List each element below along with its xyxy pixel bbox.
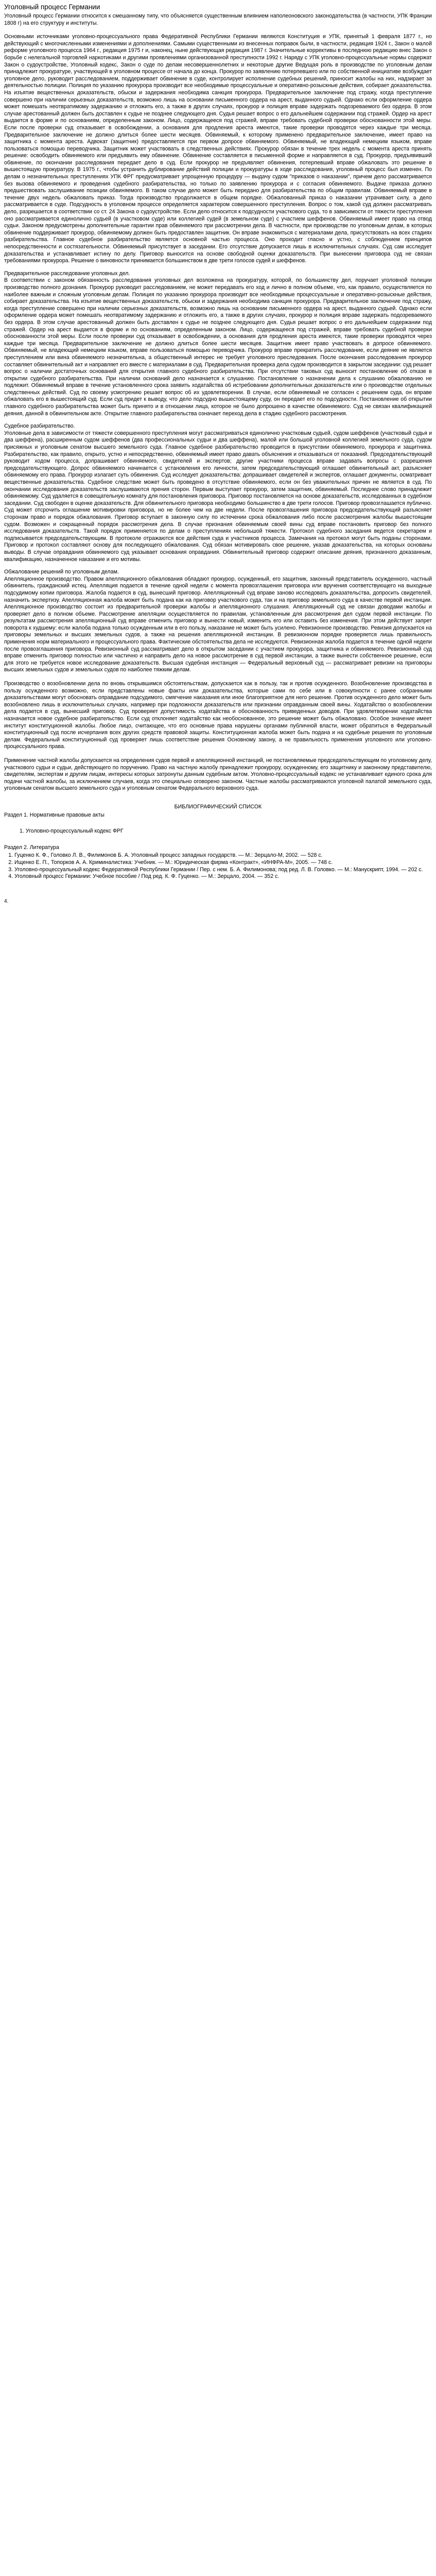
paragraph-investigation: В соответствии с законом обязанность расследования уголовных дел возложена на прокуратуру, которой, по большинству дел, поручает уголовной полиции производство полного дознания. Прокурор руководит расследованием, не может передавать его ход и лично в полном объеме, что, как правило, осуществляется по наиболее важным и сложным уголовным делам. Полиция по указанию прокурора производит все необходимые процессуальные и оперативно-розыскные действия, собирает доказательства. На изъятие вещественных доказательств, обыски и задержания необходима санкция прокурора. Предварительное заключение под стражу, когда преступление совершено при наличии серьезных доказательств, возможно лишь на основании письменного ордера на арест, выданного судьей. Однако если оформление ордера может помешать неотвратимому задержанию и отложить его, а также в других случаях, прокурор и полиция вправе задержать подозреваемого без ордера. В этом случае арестованный должен быть доставлен к судье не позднее следующего дня. Судья решает вопрос о его дальнейшем содержании под стражей. Ордер на арест выдается в форме и по основаниям, определенным законом. Лицо, содержащееся под стражей, вправе требовать судебной проверки обоснованности этой меры. Если после проверки суд отказывает в освобождении, а основания для продления ареста имеются, такие проверки проводятся через каждые три месяца. Предварительное заключение не должно длиться более шести месяцев. Защитник имеет право участвовать в допросе обвиняемого. Обвиняемый, не владеющий немецким языком, вправе пользоваться помощью переводчика. Прокурор вправе прекратить расследование, если деяние не является преступлением или вина обвиняемого незначительна, а общественный интерес не требует уголовного преследования. После окончания расследования прокурор составляет обвинительный акт и направляет его вместе с материалами в суд. Предварительная проверка дела судом производится в закрытом заседании: суд решает вопрос о наличии достаточных оснований для открытия главного судебного разбирательства. При отсутствии таковых суд выносит постановление об отказе в открытии судебного разбирательства. При наличии оснований дело назначается к слушанию. Постановление о назначении дела к слушанию обжалованию не подлежит. Обвиняемый вправе в течение установленного срока заявить ходатайства об истребовании дополнительных доказательств или о производстве отдельных следственных действий. Суд по своему усмотрению решает вопрос об их удовлетворении. В случае, если обвиняемый не согласен с решением суда, он вправе обжаловать его в вышестоящий суд. Если суд придет к выводу, что дело подсудно вышестоящему суду, он передает его по подсудности. Постановление об открытии главного судебного разбирательства может быть принято и в отношении лица, которое не было допрошено в качестве обвиняемого. Суд не связан квалификацией деяния, данной в обвинительном акте. Открытие главного разбирательства означает переход дела в стадию судебного рассмотрения.: [4, 277, 432, 417]
paragraph-reopening: Производство о возобновлении дела по вновь открывшимся обстоятельствам, допускается как в пользу, так и против осужденного. Возобновление производства в пользу осужденного возможно, если представлены новые факты или доказательства, которые сами по себе или в совокупности с ранее собранными доказательствами могут обосновать оправдание подсудимого, смягчение наказания или иное благоприятное для него решение. Против осужденного дело может быть возобновлено лишь в исключительных случаях, например при подложности доказательств или признании оправданным своей вины. Ходатайство о возобновлении дела подается в суд, вынесший приговор. Суд проверяет допустимость ходатайства и обоснованность приведенных доводов. При удовлетворении ходатайства назначается новое судебное разбирательство. Если суд отклоняет ходатайство как необоснованное, это решение может быть обжаловано. Особое значение имеет институт конституционной жалобы. Любое лицо, считающее, что его основные права нарушены органами публичной власти, может обратиться в Федеральный конституционный суд после исчерпания всех других средств правовой защиты. Конституционная жалоба может быть подана и на судебные решения по уголовным делам. Федеральный конституционный суд проверяет лишь соответствие решения Основному закону, а не правильность применения уголовного или уголовно-процессуального права.: [4, 681, 432, 750]
section-heading-investigation: Предварительное расследование уголовных дел.: [4, 270, 130, 277]
paragraph-intro: Уголовный процесс Германии относится к смешанному типу, что объясняется существенным влиянием наполеоновского законодательства (в частности, УПК Франции 1808 г) на его структуру и институты.: [4, 13, 432, 26]
reference-item: 1. Гуценко К. Ф., Головко Л. В., Филимонов Б. А. Уголовный процесс западных государств. — М.: Зерцало-М, 2002. — 528 с.: [14, 852, 432, 859]
bibliography-section-1-label: Раздел 1. Нормативные правовые акты: [4, 811, 104, 818]
section-heading-appeal: Обжалование решений по уголовным делам.: [4, 569, 119, 575]
paragraph-private-complaint: Применение частной жалобы допускается на определения судов первой и апелляционной инстанций, не постановляемые председательствующим по уголовному делу, участкового судьи и судьи, действующего по поручению. Право на частную жалобу принадлежит прокурору, осужденному, его защитнику и законному представителю, свидетелям, экспертам и другим лицам, интересы которых затронуты данным судебным актом. Уголовно-процессуальный кодекс не устанавливает единого срока для подачи частной жалобы, за исключением случаев, когда это специально оговорено законом. Частные жалобы рассматриваются уголовной палатой земельного суда, уголовным сенатом высшего земельного суда и уголовным сенатом Федерального верховного суда.: [4, 757, 432, 792]
page-number: 4.: [4, 898, 9, 904]
reference-list: [4, 852, 432, 880]
paragraph-sources: Основными источниками уголовно-процессуального права Федеративной Республики Германии являются Конституция и УПК, принятый 1 февраля 1877 г., но действующий с многочисленными изменениями и дополнениями. Самыми существенными из внесенных поправок были, в частности, редакция 1924 г., Закон о малой реформе уголовного процесса 1964 г., редакция 1975 г и, наконец, ныне действующая редакция 1987 г. Значительные коррективы в последнюю редакцию внес Закон о борьбе с нелегальной торговлей наркотиками и другими проявлениями организованной преступности 1992 г. Наряду с УПК уголовно-процессуальные нормы содержат Закон о судоустройстве, Уголовный кодекс, Закон о суде по делам несовершеннолетних и некоторые другие Ведущая роль в производстве по уголовным делам принадлежит прокуратуре, участвующей в уголовном процессе от начала до конца. Прокурор по заявлению потерпевшего или по собственной инициативе возбуждает уголовное дело, руководит расследованием, поддерживает обвинение в суде, контролирует исполнение судебных решений, приносит жалобы на них, надзирает за деятельностью полиции. Полиция по указанию прокурора производит все необходимые процессуальные и оперативно-розыскные действия, собирает доказательства. На изъятие вещественных доказательств, обыски и задержания необходима санкция прокурора. Предварительное заключение под стражу, когда преступление совершено при наличии серьезных доказательств, возможно лишь на основании письменного ордера на арест, выданного судьей. Однако если оформление ордера может помешать неотвратимому задержанию и отложить его, а также в других случаях, прокурор и полиция вправе задержать подозреваемого без ордера. В этом случае арестованный должен быть доставлен к судье не позднее следующего дня. Судья решает вопрос о его дальнейшем содержании под стражей. Ордер на арест выдается в форме и по основаниям, определенным законом. Лицо, содержащееся под стражей, вправе требовать судебной проверки обоснованности этой меры. Если после проверки суд отказывает в освобождении, а основания для продления ареста имеются, такие проверки проводятся через каждые три месяца. Предварительное заключение не должно длиться более шести месяцев. Обвиняемый, к которому применено предварительное заключение, имеет право на защитника с момента ареста. Адвокат (защитник) предоставляется при первом допросе обвиняемого. Обвиняемый, не владеющий немецким языком, вправе пользоваться помощью переводчика. Защитник может участвовать в следственных действиях. Прокурор обязан в течение трех недель с момента ареста принять решение: освободить обвиняемого или предъявить ему обвинение. Обвинение составляется в письменной форме и направляется в суд. Прокурор, предъявивший обвинение, по окончании расследования передает дело в суд. Если прокурор не предъявляет обвинения, потерпевший вправе обжаловать это решение в вышестоящую прокуратуру. В 1975 г., чтобы устранить дублирование действий полиции и прокуратуры в ходе расследования, уголовный процесс был изменен. По делам о незначительных преступлениях УПК ФРГ предусматривает упрощенную процедуру — выдачу судом "приказов о наказании", причем дело рассматривается без вызова обвиняемого и проведения судебного разбирательства, но только по заявлению прокурора и с согласия обвиняемого. Выдаче приказа должно предшествовать заслушивание позиции обвиняемого. В таком случае дело может быть передано для разбирательства по общим правилам. Обвиняемый вправе в течение двух недель обжаловать приказ. Тогда производство продолжается в общем порядке. Обжалованный приказ о наказании утрачивает силу, а дело рассматривается в суде. Подсудность в уголовном процессе определяется характером совершенного преступления. Вопрос о том, какой суд должен рассматривать дело, разрешается в соответствии со ст. 24 Закона о судоустройстве. Если дело относится к подсудности участкового суда, то в зависимости от тяжести преступления оно рассматривается единолично судьей (в участковом суде) или коллегией судей (в земельном суде) с участием шеффенов. Обвиняемый имеет право на отвод судьи. Законом предусмотрены дополнительные гарантии прав обвиняемого при рассмотрении дела. В частности, при производстве по уголовным делам, в которых обвинение поддерживает прокурор, обвиняемому должен быть предоставлен защитник. Он вправе знакомиться с материалами дела, присутствовать на всех стадиях разбирательства. Главное судебное разбирательство является основной частью процесса. Оно проходит гласно и устно, с соблюдением принципов непосредственности и состязательности. Обвиняемый присутствует в заседании. Его отсутствие допускается лишь в исключительных случаях. Суд сам исследует доказательства и устанавливает истину по делу. Приговор выносится на основе свободной оценки доказательств. При вынесении приговора суд не связан требованиями прокурора. Решение о виновности принимается большинством в две трети голосов судей и шеффенов.: [4, 33, 432, 264]
document-title: Уголовный процесс Германии: [4, 3, 100, 11]
paragraph-appeal: Апелляционное производство. Правом апелляционного обжалования обладают прокурор, осужденный, его защитник, законный представитель осужденного, частный обвинитель, гражданский истец. Апелляция подается в течение одной недели с момента провозглашения приговора или вручения соответствующего на выходные подсудимому копии приговора. Жалоба подается в суд, вынесший приговор. Апелляционный суд вправе заново исследовать доказательства, допросить свидетелей, назначить экспертизу. Апелляционная жалоба может быть подана как на приговор участкового суда, так и на приговор земельного суда в качестве первой инстанции. Апелляционное производство состоит из предварительной проверки жалобы и апелляционного слушания. Апелляционный суд не связан доводами жалобы и проверяет дело в полном объеме. Рассмотрение апелляции осуществляется по правилам, установленным для рассмотрения дел судом первой инстанции. По результатам рассмотрения апелляционный суд вправе отменить приговор и вынести новый, изменить его или оставить без изменения. При этом действует запрет поворота к худшему: если жалоба подана только осужденным или в его пользу, наказание не может быть усилено. Ревизионное производство. Ревизия допускается на приговоры земельных и высших земельных судов, а также на решения апелляционной инстанции. В ревизионном порядке проверяется лишь правильность применения норм материального и процессуального права. Фактические обстоятельства дела не исследуются. Ревизионная жалоба подается в течение одной недели после провозглашения приговора. Ревизионный суд рассматривает дело в открытом заседании с участием прокурора, защитника и обвиняемого. Ревизионный суд вправе отменить приговор полностью или частично и направить дело на новое рассмотрение в суд первой инстанции, а также вынести собственное решение, если для этого не требуется новое исследование доказательств. Высшая судебная инстанция — Федеральный верховный суд — рассматривает ревизии на приговоры высших земельных судов и земельных судов по наиболее тяжким делам.: [4, 575, 432, 673]
bibliography-legal-act: 1. Уголовно-процессуальный кодекс ФРГ: [20, 828, 124, 835]
reference-item: 3. Уголовно-процессуальный кодекс Федеративной Республики Германии / Пер. с нем. Б. А. Филимонова; под ред. Л. В. Головко. — М.: Манускрипт, 1994. — 202 с.: [14, 867, 432, 874]
reference-item: 4. Уголовный процесс Германии: Учебное пособие / Под ред. К. Ф. Гуценко. — М.: Зерцало, 2004. — 352 с.: [14, 873, 432, 880]
bibliography-heading: БИБЛИОГРАФИЧЕСКИЙ СПИСОК: [174, 803, 262, 810]
bibliography-section-2-label: Раздел 2. Литература: [4, 844, 59, 851]
bibliography: [4, 804, 432, 880]
section-heading-trial: Судебное разбирательство.: [4, 423, 75, 430]
paragraph-trial: Уголовные дела в зависимости от тяжести совершенного преступления могут рассматриваться единолично участковым судьей, судом шеффенов (участковый судья и два шеффена), расширенным судом шеффенов (два профессиональных судьи и два шеффена), малой или большой уголовной коллегией земельного суда, судом присяжных и уголовным сенатом высшего земельного суда. Главное судебное разбирательство проводится в присутствии обвиняемого, прокурора и защитника. Разбирательство, как правило, открыто, устно и непосредственно, обвиняемый имеет право давать объяснения и отказываться от показаний. Председательствующий руководит ходом процесса, допрашивает обвиняемого, свидетелей и экспертов; другие участники процесса вправе задавать вопросы с разрешения председательствующего. Допрос обвиняемого начинается с установления его личности, затем председательствующий оглашает обвинительный акт, разъясняет обвиняемому его права. Прокурор излагает суть обвинения. Суд исследует доказательства: допрашивает свидетелей и экспертов, оглашает документы, осматривает вещественные доказательства. Судебное следствие может быть проведено в отсутствие обвиняемого, если он без уважительных причин не является в суд. По окончании исследования доказательств заслушиваются прения сторон. Первым выступает прокурор, затем защитник, обвиняемый. Последнее слово принадлежит обвиняемому. Суд удаляется в совещательную комнату для постановления приговора. Приговор постановляется на основе доказательств, исследованных в судебном заседании. Суд свободен в оценке доказательств. Для обвинительного приговора необходимо большинство в две трети голосов. Приговор провозглашается публично. Суд может отсрочить оглашение мотивировки приговора, но не более чем на две недели. После провозглашения приговора председательствующий разъясняет сторонам право и порядок обжалования. Приговор вступает в законную силу по истечении срока обжалования либо после рассмотрения жалобы вышестоящим судом. Возможен и сокращенный порядок рассмотрения дела. В случае признания обвиняемым своей вины суд вправе постановить приговор без полного исследования доказательств. Такой порядок применяется по делам о преступлениях небольшой тяжести. Протокол судебного заседания ведется секретарем и подписывается председательствующим. В протоколе отражаются все действия суда и участников процесса. Замечания на протокол могут быть поданы сторонами. Приговор и протокол составляют основу для последующего обжалования. Суд обязан мотивировать свое решение, указав доказательства, на которых основаны выводы. В случае оправдания обвиняемого суд указывает основания оправдания. Обвинительный приговор содержит описание деяния, признанного доказанным, квалификацию, назначенное наказание и его мотивы.: [4, 430, 432, 563]
reference-item: 2. Ищенко Е. П., Топорков А. А. Криминалистика: Учебник. — М.: Юридическая фирма «Контракт», «ИНФРА-М», 2005. — 748 с.: [14, 859, 432, 867]
document-page: [0, 0, 436, 910]
